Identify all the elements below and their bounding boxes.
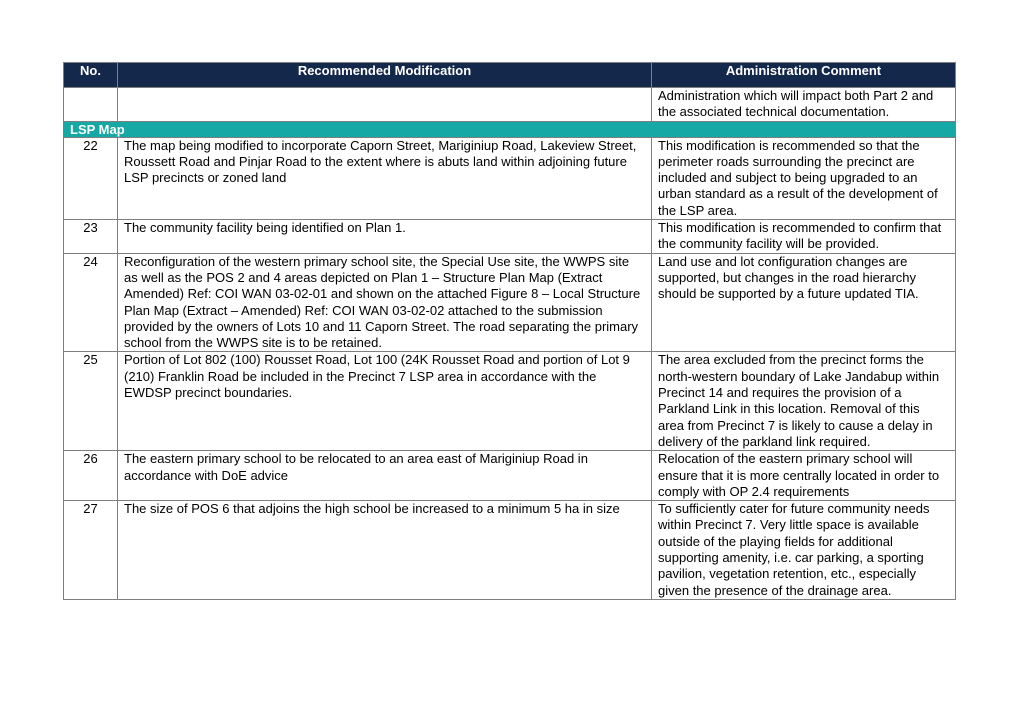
row-comment: Administration which will impact both Part 2 and the associated technical documentation.	[652, 88, 956, 122]
row-comment: Land use and lot configuration changes are supported, but changes in the road hierarchy should be supported by a future updated TIA.	[652, 253, 956, 352]
table-row	[64, 352, 956, 451]
row-comment: Relocation of the eastern primary school will ensure that it is more centrally located in order to comply with OP 2.4 requirements	[652, 451, 956, 501]
row-modification: The size of POS 6 that adjoins the high school be increased to a minimum 5 ha in size	[118, 501, 652, 600]
row-modification: The community facility being identified on Plan 1.	[118, 220, 652, 254]
table-row	[64, 220, 956, 254]
row-comment: To sufficiently cater for future community needs within Precinct 7. Very little space is available outside of the playing fields for additional supporting amenity, i.e. car parking, a sporting pavilion, vegetation retention, etc., especially given the presence of the drainage area.	[652, 501, 956, 600]
row-comment: This modification is recommended to confirm that the community facility will be provided.	[652, 220, 956, 254]
header-no: No.	[64, 63, 118, 88]
row-comment: The area excluded from the precinct forms the north-western boundary of Lake Jandabup within Precinct 14 and requires the provision of a Parkland Link in this location. Removal of this area from Precinct 7 is likely to cause a delay in delivery of the parkland link required.	[652, 352, 956, 451]
continuation-row	[64, 88, 956, 122]
table-row	[64, 501, 956, 600]
row-modification: Portion of Lot 802 (100) Rousset Road, Lot 100 (24K Rousset Road and portion of Lot 9 (210) Franklin Road be included in the Precinct 7 LSP area in accordance with the EWDSP precinct boundaries.	[118, 352, 652, 451]
header-comment: Administration Comment	[652, 63, 956, 88]
modifications-table	[63, 62, 956, 600]
row-number: 26	[64, 451, 118, 501]
row-modification: The map being modified to incorporate Caporn Street, Mariginiup Road, Lakeview Street, Roussett Road and Pinjar Road to the extent where is abuts land within adjoining future LSP precincts or zoned land	[118, 137, 652, 219]
section-row	[64, 121, 956, 137]
row-number: 22	[64, 137, 118, 219]
row-number: 24	[64, 253, 118, 352]
section-title: LSP Map	[64, 121, 956, 137]
row-modification	[118, 88, 652, 122]
table-header	[64, 63, 956, 88]
table-row	[64, 137, 956, 219]
table-row	[64, 253, 956, 352]
table-row	[64, 451, 956, 501]
header-modification: Recommended Modification	[118, 63, 652, 88]
row-comment: This modification is recommended so that the perimeter roads surrounding the precinct are included and subject to being upgraded to an urban standard as a result of the development of the LSP area.	[652, 137, 956, 219]
row-modification: Reconfiguration of the western primary school site, the Special Use site, the WWPS site as well as the POS 2 and 4 areas depicted on Plan 1 – Structure Plan Map (Extract Amended) Ref: COI WAN 03-02-01 and shown on the attached Figure 8 – Local Structure Plan Map (Extract – Amended) Ref: COI WAN 03-02-02 attached to the submission provided by the owners of Lots 10 and 11 Caporn Street. The road separating the primary school from the WWPS site is to be retained.	[118, 253, 652, 352]
row-number	[64, 88, 118, 122]
row-modification: The eastern primary school to be relocated to an area east of Mariginiup Road in accordance with DoE advice	[118, 451, 652, 501]
row-number: 23	[64, 220, 118, 254]
row-number: 27	[64, 501, 118, 600]
row-number: 25	[64, 352, 118, 451]
